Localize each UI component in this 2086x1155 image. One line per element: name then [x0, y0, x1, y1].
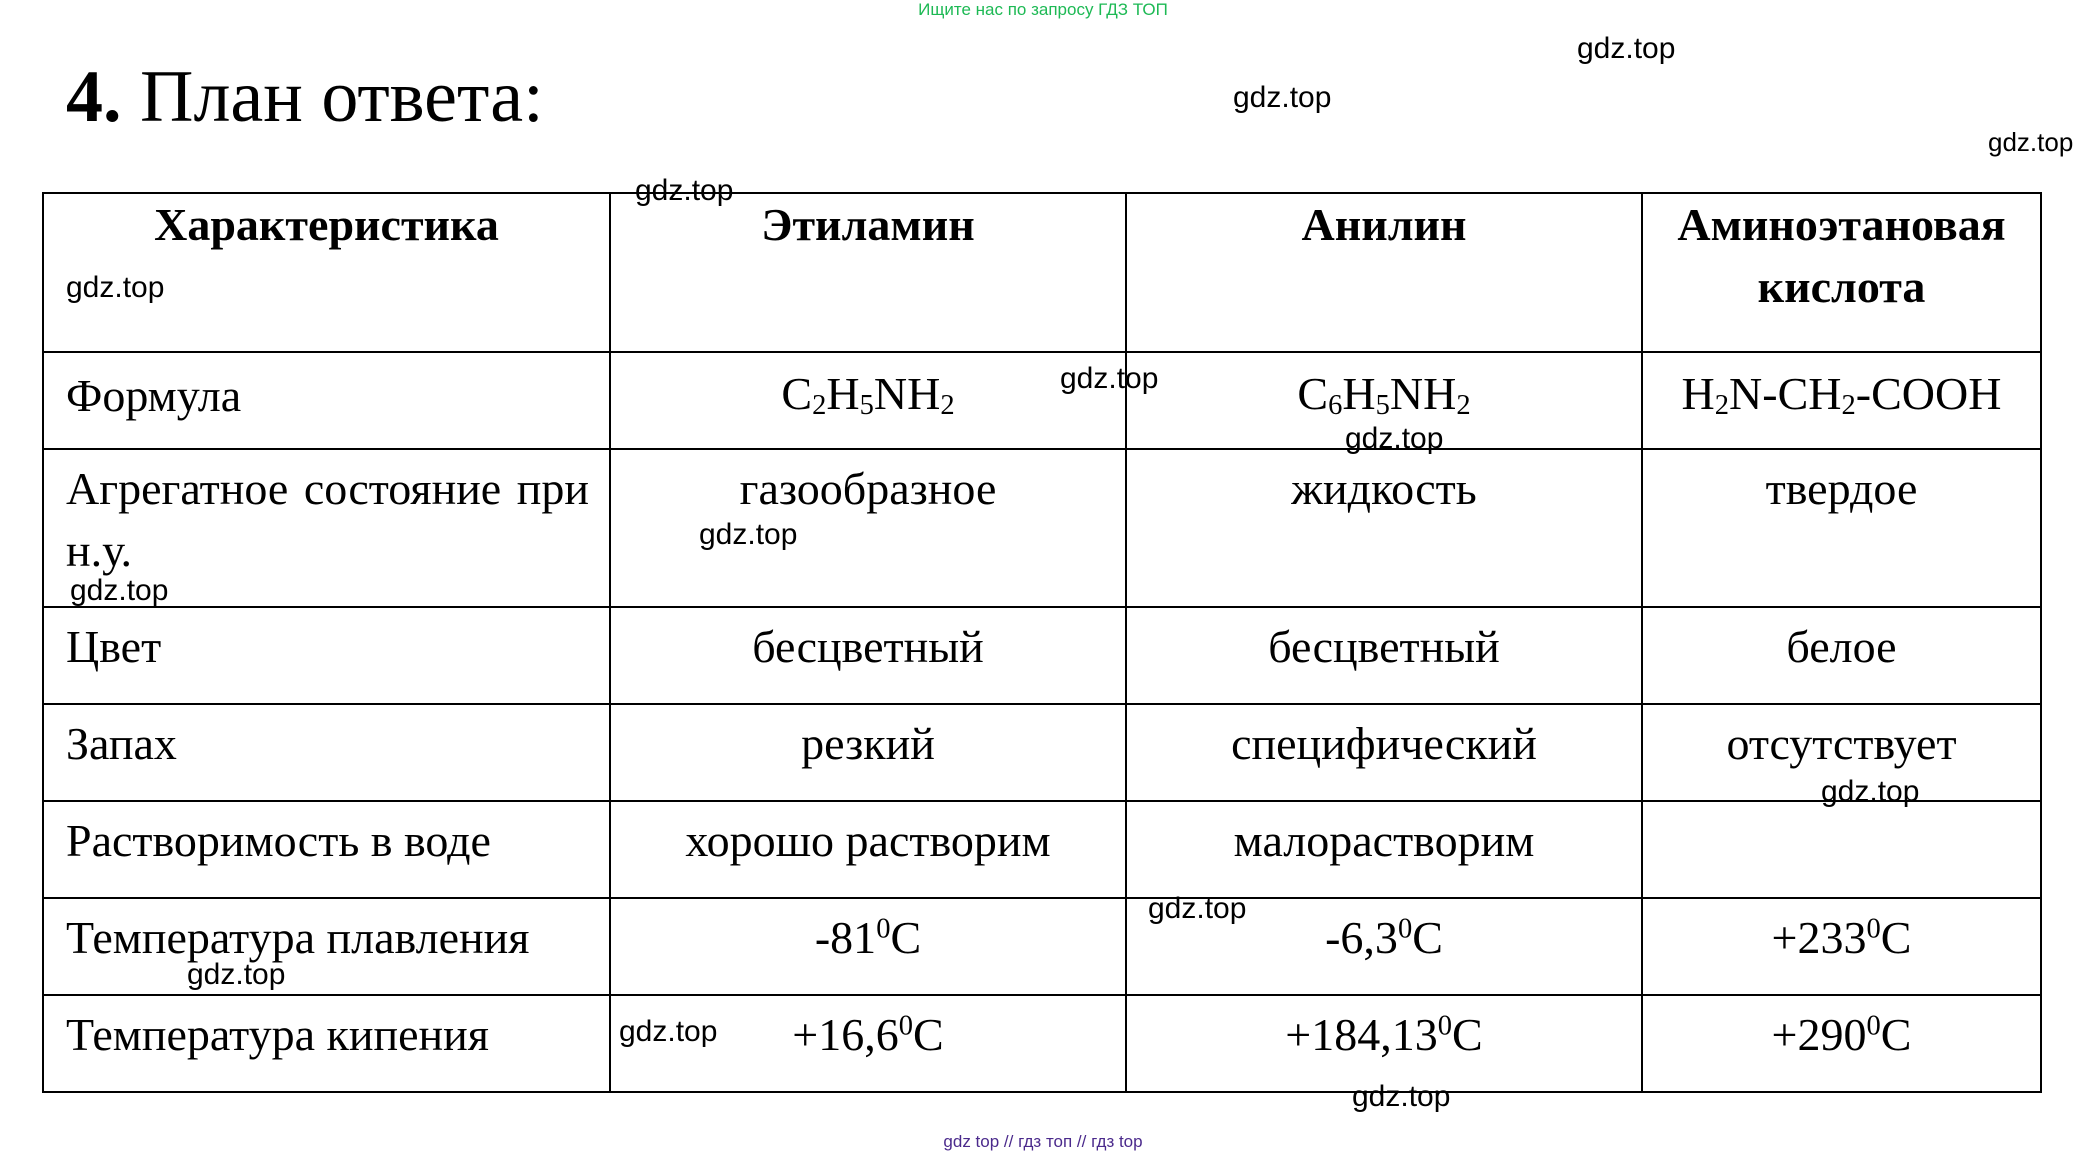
temp-value: +290 — [1771, 1009, 1867, 1060]
cell-value — [1642, 801, 2041, 898]
row-label: Формула — [43, 352, 610, 449]
formula-part: H — [1681, 368, 1715, 419]
formula-part: C — [1297, 368, 1329, 419]
melting-glycine — [1642, 898, 2041, 995]
table-row-melting — [43, 898, 2041, 995]
formula-subscript: 2 — [1714, 390, 1730, 422]
degree-mark: 0 — [1866, 1010, 1881, 1042]
watermark: gdz.top — [187, 958, 286, 991]
cell-value: бесцветный — [1126, 607, 1642, 704]
watermark: gdz.top — [1233, 81, 1332, 114]
table-row-boiling — [43, 995, 2041, 1092]
row-label: Цвет — [43, 607, 610, 704]
temp-unit: C — [890, 912, 922, 963]
melting-ethylamine — [610, 898, 1126, 995]
formula-part: -COOH — [1855, 368, 2002, 419]
row-label: Температура плавления — [43, 898, 610, 995]
row-label: Агрегатное состояние при н.у. — [43, 449, 610, 607]
formula-part: NH — [1389, 368, 1457, 419]
degree-mark: 0 — [1437, 1010, 1453, 1042]
watermark: gdz.top — [1345, 422, 1444, 455]
header-characteristic: Характеристика — [43, 193, 610, 352]
cell-value: малорастворим — [1126, 801, 1642, 898]
temp-unit: C — [1452, 1009, 1483, 1060]
comparison-table — [42, 192, 2042, 1093]
watermark: gdz.top — [1988, 127, 2074, 157]
formula-part: H — [826, 368, 860, 419]
cell-value: белое — [1642, 607, 2041, 704]
header-aminoethanoic-acid: Аминоэтановая кислота — [1642, 193, 2041, 352]
degree-mark: 0 — [1397, 913, 1413, 945]
table-row-formula — [43, 352, 2041, 449]
formula-subscript: 2 — [1456, 390, 1471, 422]
boiling-glycine — [1642, 995, 2041, 1092]
table-row-smell — [43, 704, 2041, 801]
title-text: План ответа: — [140, 56, 544, 138]
formula-part: NH — [873, 368, 941, 419]
temp-value: -81 — [814, 912, 877, 963]
temp-unit: C — [1412, 912, 1443, 963]
table-header-row — [43, 193, 2041, 352]
row-label: Запах — [43, 704, 610, 801]
formula-part: N-CH — [1729, 368, 1842, 419]
cell-value: отсутствует — [1642, 704, 2041, 801]
cell-value: бесцветный — [610, 607, 1126, 704]
watermark: gdz.top — [66, 271, 165, 304]
formula-subscript: 6 — [1328, 390, 1343, 422]
degree-mark: 0 — [876, 913, 891, 945]
formula-part: C — [781, 368, 813, 419]
cell-value: специфический — [1126, 704, 1642, 801]
formula-ethylamine — [610, 352, 1126, 449]
header-ethylamine: Этиламин — [610, 193, 1126, 352]
formula-subscript: 2 — [940, 390, 955, 422]
watermark: gdz.top — [1148, 892, 1247, 925]
boiling-aniline — [1126, 995, 1642, 1092]
formula-subscript: 2 — [812, 390, 827, 422]
bottom-links[interactable]: gdz top // гдз топ // гдз top — [943, 1132, 1143, 1151]
temp-value: +16,6 — [792, 1009, 899, 1060]
degree-mark: 0 — [898, 1010, 914, 1042]
watermark: gdz.top — [619, 1015, 718, 1048]
temp-value: +233 — [1771, 912, 1867, 963]
watermark: gdz.top — [635, 174, 734, 207]
row-label: Температура кипения — [43, 995, 610, 1092]
cell-value: твердое — [1642, 449, 2041, 607]
temp-unit: C — [913, 1009, 944, 1060]
watermark: gdz.top — [70, 574, 169, 607]
table-row-color — [43, 607, 2041, 704]
temp-value: -6,3 — [1325, 912, 1398, 963]
formula-part: H — [1342, 368, 1376, 419]
cell-value: жидкость — [1126, 449, 1642, 607]
task-number: 4. — [66, 56, 122, 138]
header-aniline: Анилин — [1126, 193, 1642, 352]
table-row-solubility — [43, 801, 2041, 898]
page-title — [66, 52, 544, 142]
temp-unit: C — [1880, 1009, 1912, 1060]
watermark: gdz.top — [699, 518, 798, 551]
formula-subscript: 5 — [1375, 390, 1390, 422]
top-search-note[interactable]: Ищите нас по запросу ГДЗ ТОП — [918, 0, 1168, 19]
formula-glycine — [1642, 352, 2041, 449]
cell-value: резкий — [610, 704, 1126, 801]
row-label: Растворимость в воде — [43, 801, 610, 898]
temp-value: +184,13 — [1285, 1009, 1438, 1060]
cell-value: хорошо растворим — [610, 801, 1126, 898]
formula-subscript: 5 — [859, 390, 874, 422]
watermark: gdz.top — [1060, 362, 1159, 395]
watermark: gdz.top — [1352, 1080, 1451, 1113]
table-row-state — [43, 449, 2041, 607]
cell-value: газообразное — [610, 449, 1126, 607]
watermark: gdz.top — [1821, 775, 1920, 808]
formula-subscript: 2 — [1841, 390, 1856, 422]
watermark: gdz.top — [1577, 32, 1676, 65]
temp-unit: C — [1880, 912, 1912, 963]
degree-mark: 0 — [1866, 913, 1881, 945]
